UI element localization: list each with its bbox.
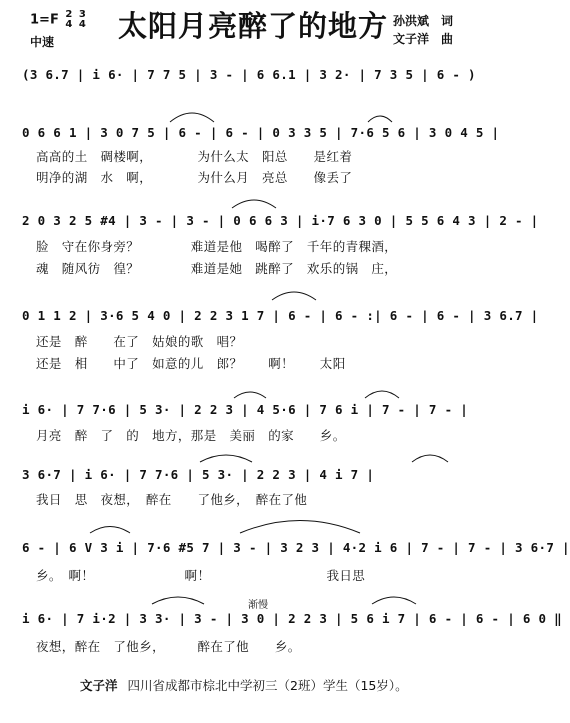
score-system-8-lyric-1: 夜想，醉在 了他乡， 醉在了他 乡。 [36, 639, 301, 654]
tempo-marking: 中速 [30, 35, 55, 49]
key-label: 1=F [30, 12, 59, 28]
footer-info: 四川省成都市棕北中学初三（2班）学生（15岁）。 [127, 678, 408, 693]
ritardando-marking: 渐慢 [248, 600, 268, 611]
score-system-5-lyric-1: 月亮 醉 了 的 地方，那是 美丽 的家 乡。 [36, 428, 346, 443]
score-system-5-notes: i 6· | 7 7·6 | 5 3· | 2 2 3 | 4 5·6 | 7 6 i | 7 - | 7 - | [22, 402, 469, 417]
score-system-4-notes: 0 1 1 2 | 3·6 5 4 0 | 2 2 3 1 7 | 6 - | 6 - :| 6 - | 6 - | 3 6.7 | [22, 308, 539, 323]
time-signature-1: 2 4 [65, 9, 73, 30]
score-system-1-notes: (3 6.7 | i 6· | 7 7 5 | 3 - | 6 6.1 | 3 2· | 7 3 5 | 6 - ) [22, 67, 476, 82]
score-system-3-lyric-2: 魂 随风彷 徨？ 难道是她 跳醉了 欢乐的锅 庄， [36, 261, 398, 276]
score-system-6-notes: 3 6·7 | i 6· | 7 7·6 | 5 3· | 2 2 3 | 4 i 7 | [22, 467, 375, 482]
score-system-4-lyric-2: 还是 相 中了 如意的儿 郎？ 啊！ 太阳 [36, 356, 346, 371]
score-system-2-notes: 0 6 6 1 | 3 0 7 5 | 6 - | 6 - | 0 3 3 5 | 7·6 5 6 | 3 0 4 5 | [22, 125, 500, 140]
score-system-6-lyric-1: 我日 思 夜想， 醉在 了他乡， 醉在了他 [36, 492, 308, 507]
score-system-7-notes: 6 - | 6 V 3 i | 7·6 #5 7 | 3 - | 3 2 3 | 4·2 i 6 | 7 - | 7 - | 3 6·7 | [22, 540, 570, 555]
score-system-3-lyric-1: 脸 守在你身旁？ 难道是他 喝醉了 千年的青稞酒， [36, 239, 398, 254]
score-system-2-lyric-2: 明净的湖 水 啊， 为什么月 亮总 像丢了 [36, 170, 353, 185]
score-system-7-lyric-1: 乡。 啊！ 啊！ 我日思 [36, 568, 366, 583]
lyricist-credit: 孙洪斌 词 [393, 14, 454, 28]
key-signature [30, 10, 86, 30]
composer-credit: 文子洋 曲 [393, 32, 454, 46]
score-system-8-notes: i 6· | 7 i·2 | 3 3· | 3 - | 3 0 | 2 2 3 | 5 6 i 7 | 6 - | 6 - | 6 0 ‖ [22, 611, 562, 626]
composer-footer [80, 676, 408, 694]
score-system-4-lyric-1: 还是 醉 在了 姑娘的歌 唱？ [36, 334, 243, 349]
footer-name: 文子洋 [80, 678, 118, 693]
time-signature-2: 3 4 [78, 9, 86, 30]
score-system-2-lyric-1: 高高的土 碉楼啊， 为什么太 阳总 是红着 [36, 149, 353, 164]
score-system-3-notes: 2 0 3 2 5 #4 | 3 - | 3 - | 0 6 6 3 | i·7 6 3 0 | 5 5 6 4 3 | 2 - | [22, 213, 539, 228]
song-title: 太阳月亮醉了的地方 [118, 9, 389, 43]
